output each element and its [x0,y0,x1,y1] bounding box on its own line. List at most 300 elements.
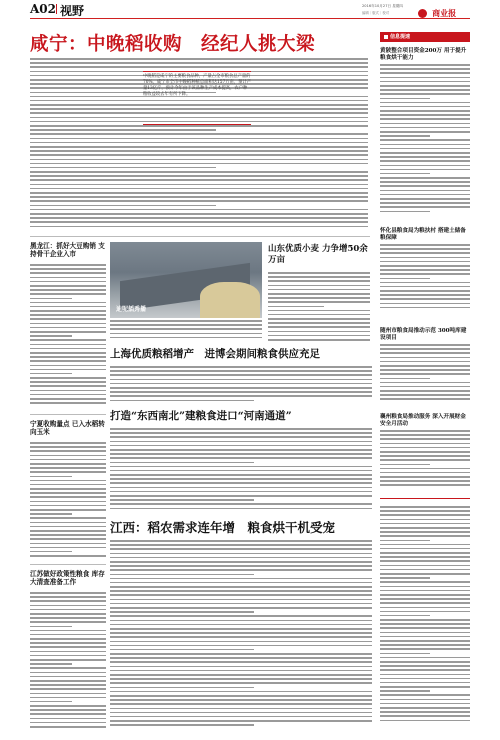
text-line [380,106,470,108]
text-line [380,72,470,74]
text-line [380,394,470,396]
text-line [30,327,106,329]
text-line [110,495,372,497]
text-line [30,513,72,515]
text-line [380,265,470,267]
text-line [30,672,106,674]
text-line [380,156,470,158]
text-line [380,573,470,575]
text-line [30,167,216,169]
right-item-title-2: 怀化县粮食局为粮扶村 搭建土储备粮保障 [380,228,466,241]
text-line [30,323,106,325]
text-line [30,613,106,615]
text-line [30,488,106,490]
text-line [30,163,368,165]
text-line [110,470,372,472]
photo [110,242,262,318]
text-line [30,676,106,678]
text-line [30,293,106,295]
text-line [110,337,262,339]
text-line [380,577,430,579]
text-line [380,144,470,146]
right-column [380,30,470,730]
text-line [110,569,372,571]
text-line [30,555,106,557]
text-line [268,326,370,328]
text-line [30,154,368,156]
text-line [380,64,470,66]
text-line [110,674,372,676]
left-item-divider-2 [30,564,106,565]
text-line [380,447,470,449]
text-line [380,480,470,482]
text-line [30,226,368,228]
text-line [30,651,106,653]
text-line [268,314,370,316]
text-line [110,724,254,726]
text-line [110,590,372,592]
text-line [110,708,372,710]
text-line [110,628,372,630]
text-line [110,582,372,584]
text-line [30,522,106,524]
text-line [380,548,470,550]
middle-article-body-3 [110,540,372,732]
text-line [380,252,470,254]
text-line [30,605,106,607]
text-line [30,459,106,461]
text-line [30,492,106,494]
text-line [380,373,470,375]
text-line [30,365,106,367]
text-line [110,333,262,335]
text-line [380,590,470,592]
text-line [30,179,368,181]
text-line [30,630,106,632]
text-line [30,697,106,699]
text-line [30,600,106,602]
text-line [110,324,262,326]
text-line [110,553,372,555]
text-line [30,638,106,640]
text-line [110,370,372,372]
text-line [30,726,106,728]
text-line [30,718,106,720]
text-line [380,390,470,392]
page-number: A02 [30,2,57,16]
text-line [380,434,470,436]
text-line [380,648,470,650]
text-line [30,534,106,536]
right-item-title-3: 随州市粮食局推动示范 300吨库建设项目 [380,328,467,341]
text-line [30,398,106,400]
text-line [380,123,470,125]
text-line [110,687,254,689]
text-line [268,310,370,312]
text-line [380,464,430,466]
text-line [380,535,470,537]
text-line [380,581,470,583]
text-line [380,544,470,546]
text-line [30,377,106,379]
text-line [380,278,430,280]
text-line [30,551,72,553]
middle-article-title-3: 江西：稻农需求连年增 粮食烘干机受宠 [110,520,336,535]
text-line [30,684,106,686]
text-line [110,578,372,580]
text-line [380,523,470,525]
text-line [380,211,430,213]
text-line [110,574,254,576]
text-line [110,645,372,647]
text-line [30,171,368,173]
text-line [30,390,106,392]
text-line [380,307,470,309]
text-line [30,221,368,223]
text-line [380,611,470,613]
text-line [380,556,470,558]
text-line [380,720,470,722]
text-line [110,636,372,638]
text-line [30,339,106,341]
text-line [380,484,470,486]
text-line [30,331,106,333]
text-line [380,198,470,200]
text-line [30,188,368,190]
text-line [30,310,106,312]
text-line [110,503,372,505]
text-line [30,484,106,486]
text-line [30,609,106,611]
page-header [0,0,500,22]
right-column-tag [380,32,470,42]
right-feature-body [268,272,370,344]
text-line [110,565,372,567]
text-line [268,285,370,287]
text-line [380,430,470,432]
right-feature-title: 山东优质小麦 力争增50余万亩 [268,244,368,265]
text-line [380,510,470,512]
text-line [380,185,470,187]
text-line [30,467,106,469]
brand-logo [418,3,470,18]
text-line [380,682,470,684]
text-line [30,667,106,669]
text-line [30,360,106,362]
right-item-body-5 [380,506,470,728]
text-line [30,501,106,503]
text-line [380,640,470,642]
text-line [110,666,372,668]
text-line [110,391,372,393]
text-line [30,184,368,186]
text-line [30,58,368,60]
text-line [30,543,106,545]
text-line [380,699,470,701]
text-line [110,607,372,609]
text-line [110,703,372,705]
text-line [380,303,470,305]
text-line [30,213,368,215]
text-line [110,462,254,464]
photo-caption-title: 迪呢插秀播 [116,306,147,313]
text-line [110,478,372,480]
right-item-body-3 [380,344,470,404]
text-line [30,66,368,68]
text-line [110,508,372,510]
text-line [30,642,106,644]
text-line [30,442,106,444]
text-line [30,517,106,519]
text-line [30,505,106,507]
header-rule [30,18,470,19]
text-line [30,272,106,274]
text-line [380,114,470,116]
text-line [380,565,470,567]
text-line [380,68,470,70]
left-item-title-2: 宁夏收购量点 已入水稻转向玉米 [30,420,105,436]
text-line [380,177,470,179]
text-line [380,110,470,112]
text-line [110,682,372,684]
text-line [380,344,470,346]
text-line [30,617,106,619]
text-line [380,623,470,625]
text-line [110,670,372,672]
right-column-tag-label: 信息提速 [390,34,411,40]
text-line [110,453,372,455]
middle-article-body-1 [110,366,372,406]
text-line [110,712,372,714]
text-line [110,544,372,546]
text-line [380,678,470,680]
text-line [380,93,470,95]
text-line [30,281,106,283]
text-line [110,649,254,651]
text-line [30,381,106,383]
text-line [30,471,106,473]
text-line [30,705,106,707]
text-line [30,298,72,300]
editor-info: 编辑｜版式｜校对 [362,11,390,15]
text-line [30,289,106,291]
text-line [380,443,470,445]
text-line [380,194,470,196]
text-line [380,619,470,621]
text-line [268,297,370,299]
text-line [268,318,370,320]
text-line [30,302,106,304]
text-line [380,286,470,288]
text-line [30,663,72,665]
text-line [380,127,470,129]
text-line [110,428,372,430]
photo-caption [110,320,262,342]
text-line [380,248,470,250]
text-line [30,138,368,140]
text-line [110,540,372,542]
right-item-body-1 [380,64,470,218]
text-line [110,611,254,613]
text-line [380,707,470,709]
text-line [110,395,372,397]
text-line [268,301,370,303]
text-line [110,557,372,559]
text-line [30,352,106,354]
brand-logo-icon [418,9,427,18]
text-line [30,62,368,64]
text-line [380,378,430,380]
text-line [380,472,470,474]
text-line [110,436,372,438]
text-line [110,603,372,605]
text-line [110,482,372,484]
text-line [110,387,372,389]
text-line [30,217,368,219]
text-line [30,348,106,350]
text-line [380,703,470,705]
text-line [30,196,368,198]
text-line [30,634,106,636]
text-line [380,269,470,271]
text-line [268,339,370,341]
text-line [380,711,470,713]
text-line [30,713,106,715]
text-line [110,586,372,588]
text-line [110,594,372,596]
text-line [30,146,368,148]
text-line [380,282,470,284]
left-item-title-1: 黑龙江：抓好大豆购销 支持骨干企业入市 [30,242,105,258]
section-name: 视野 [60,4,85,18]
text-line [110,561,372,563]
text-line [30,125,368,127]
text-line [110,499,254,501]
text-line [380,514,470,516]
text-line [30,476,72,478]
text-line [110,379,372,381]
text-line [380,398,470,400]
text-line [30,373,72,375]
text-line [380,715,470,717]
text-line [380,636,470,638]
text-line [268,331,370,333]
text-line [380,438,470,440]
text-line [380,102,470,104]
left-column [30,242,106,732]
text-line [380,519,470,521]
text-line [380,81,470,83]
text-line [30,159,368,161]
text-line [380,594,470,596]
text-line [110,657,372,659]
text-line [30,335,72,337]
text-line [268,280,370,282]
text-line [380,661,470,663]
text-line [30,209,368,211]
text-line [380,294,470,296]
text-line [30,538,106,540]
text-line [30,655,106,657]
text-line [380,85,470,87]
text-line [30,314,106,316]
text-line [30,318,106,320]
text-line [110,720,372,722]
text-line [380,181,470,183]
text-line [380,653,430,655]
text-line [30,680,106,682]
text-line [380,560,470,562]
text-line [30,596,106,598]
text-line [380,569,470,571]
text-line [380,244,470,246]
text-line [110,383,372,385]
text-line [30,450,106,452]
text-line [110,374,372,376]
date-info: 2016年10月27日 星期四 [362,4,403,8]
text-line [30,175,368,177]
text-line [110,599,372,601]
text-line [30,626,72,628]
text-line [380,369,470,371]
text-line [380,607,470,609]
tag-icon [384,35,388,39]
text-line [268,293,370,295]
text-line [380,690,430,692]
text-line [380,348,470,350]
text-line [30,394,106,396]
text-line [30,526,106,528]
text-line [30,509,106,511]
brand-name: 商业报 [432,8,457,18]
text-line [30,129,216,131]
text-line [268,272,370,274]
text-line [268,335,370,337]
left-item-body-1 [30,264,106,410]
text-line [30,356,106,358]
text-line [110,695,372,697]
text-line [30,192,368,194]
text-line [30,306,106,308]
text-line [30,200,368,202]
text-line [268,276,370,278]
text-line [380,77,470,79]
text-line [380,261,470,263]
text-line [380,632,470,634]
text-line [30,446,106,448]
right-item-title-4: 襄州粮食局推动服务 深入开展财金安全月活动 [380,414,466,427]
text-line [110,400,254,402]
text-line [380,468,470,470]
text-line [110,699,372,701]
text-line [110,615,372,617]
text-line [110,474,372,476]
text-line [380,657,470,659]
text-line [30,344,106,346]
right-item-body-2 [380,244,470,314]
text-line [380,357,470,359]
text-line [30,592,106,594]
text-line [30,659,106,661]
right-item-body-4 [380,430,470,490]
text-line [380,98,430,100]
section-divider [56,4,57,14]
text-line [380,290,470,292]
text-line [380,173,430,175]
text-line [380,455,470,457]
text-line [380,665,470,667]
middle-article-title-1: 上海优质粮稻增产 进博会期间粮食供应充足 [110,348,320,360]
